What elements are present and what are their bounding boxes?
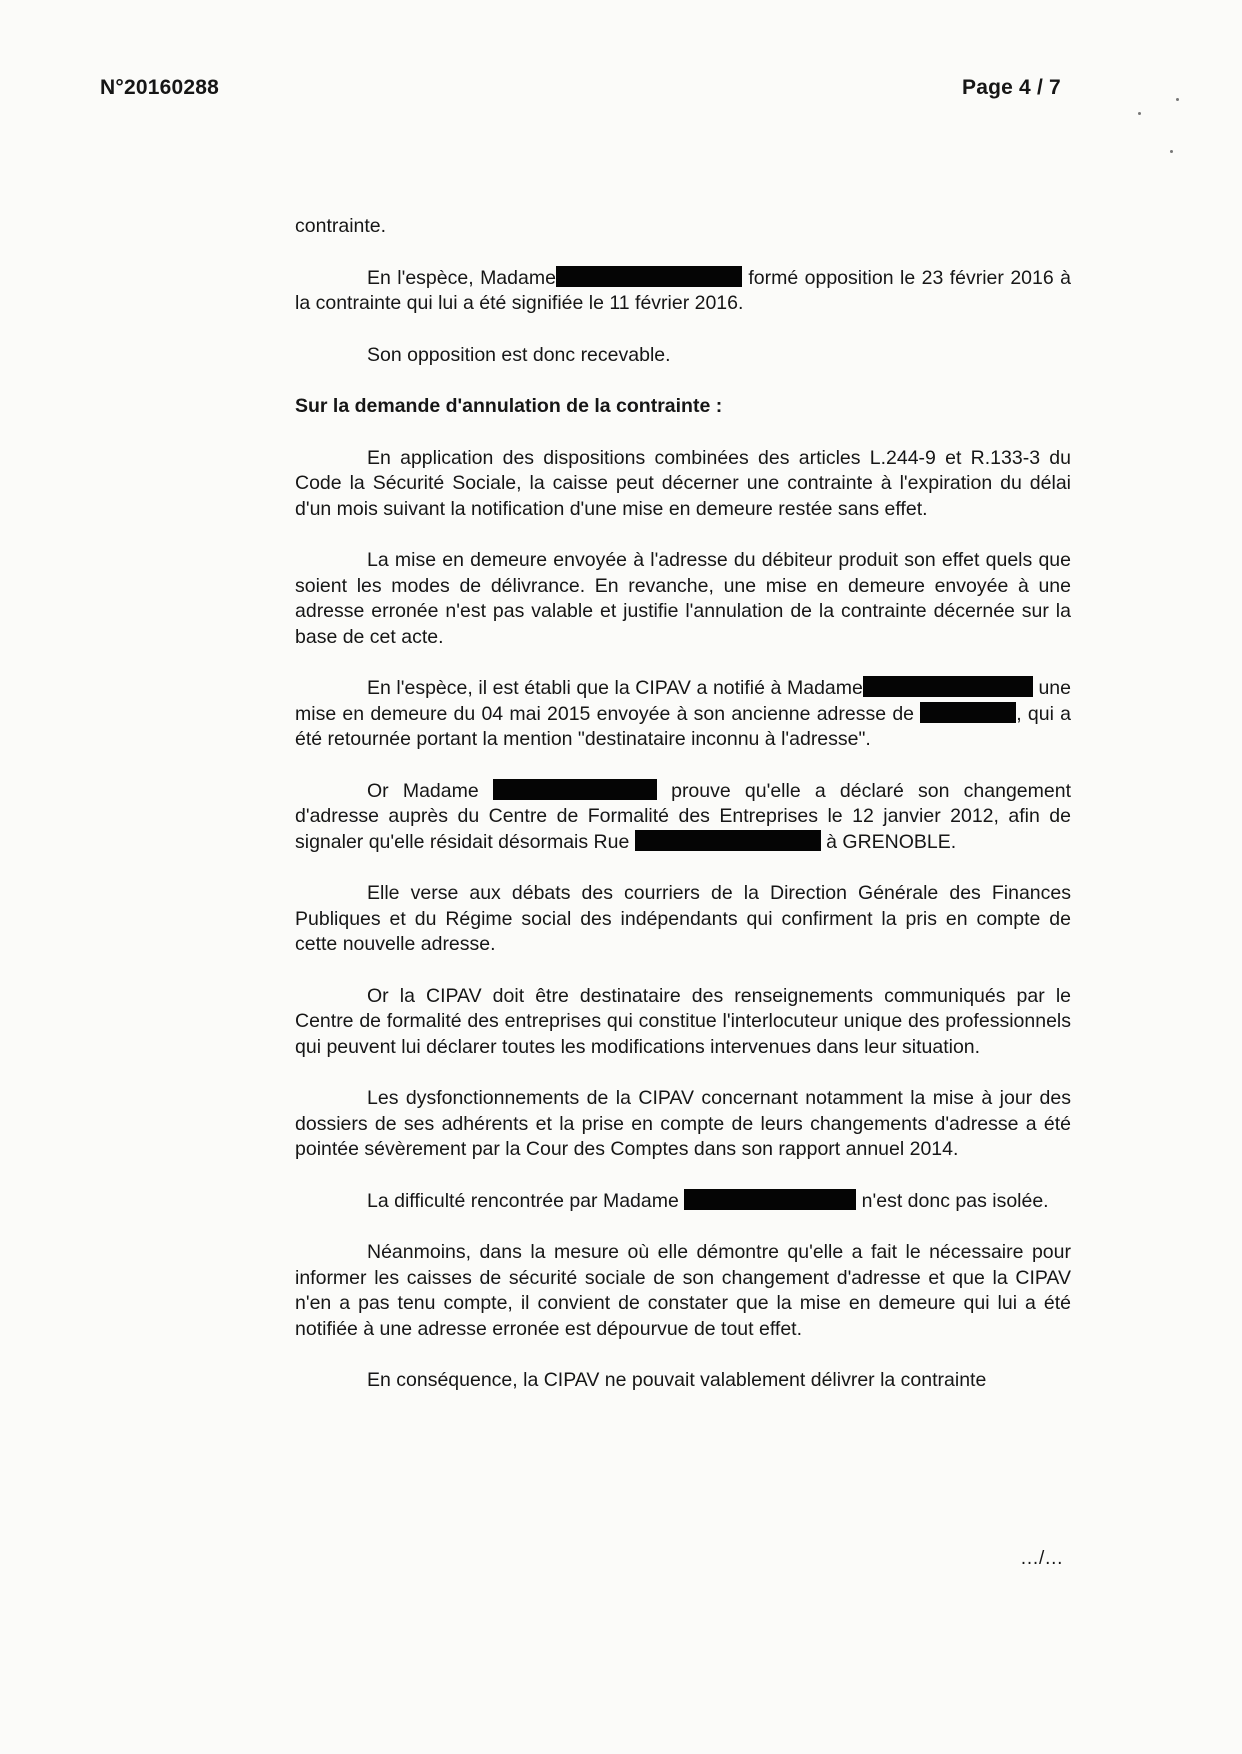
paragraph [295, 214, 1071, 240]
paragraph [295, 1189, 1071, 1215]
redacted-street [635, 830, 821, 851]
paragraph [295, 1240, 1071, 1342]
paragraph-text: n'est donc pas isolée. [861, 1189, 1049, 1212]
section-heading [295, 394, 1071, 420]
redacted-city [920, 702, 1016, 723]
paragraph [295, 266, 1071, 317]
redacted-name [684, 1189, 856, 1210]
scan-speck [1176, 98, 1179, 101]
paragraph-text: , qui a été retournée portant la mention "destinataire inconnu à l'adresse". [295, 702, 1071, 750]
document-body [295, 214, 1071, 1420]
paragraph [295, 1368, 1071, 1394]
paragraph-text: prouve qu'elle a déclaré son changement d'adresse auprès du Centre de Formalité des Entreprises le 12 janvier 2012, afin de signaler qu'elle résidait désormais Rue [295, 779, 1071, 853]
paragraph-text: Son opposition est donc recevable. [367, 343, 671, 366]
paragraph-text: contrainte. [295, 215, 387, 237]
paragraph-text: Les dysfonctionnements de la CIPAV concernant notamment la mise à jour des dossiers de ses adhérents et la prise en compte de leurs changements d'adresse a été pointée sévèrement par la Cour des Comptes dans son rapport annuel 2014. [295, 1087, 1071, 1160]
paragraph [295, 343, 1071, 369]
paragraph-text: En l'espèce, Madame [367, 266, 556, 289]
redacted-name [863, 676, 1033, 697]
paragraph [295, 881, 1071, 958]
heading-text: Sur la demande d'annulation de la contrainte : [295, 395, 723, 417]
paragraph-text: La difficulté rencontrée par Madame [367, 1189, 679, 1212]
scan-speck [1138, 112, 1141, 115]
paragraph-text: En application des dispositions combinées des articles L.244-9 et R.133-3 du Code la Sécurité Sociale, la caisse peut décerner une contrainte à l'expiration du délai d'un mois suivant la notification d'une mise en demeure restée sans effet. [295, 446, 1071, 520]
paragraph [295, 446, 1071, 523]
paragraph-text: La mise en demeure envoyée à l'adresse du débiteur produit son effet quels que soient les modes de délivrance. En revanche, une mise en demeure envoyée à une adresse erronée n'est pas valable et justifie l'annulation de la contrainte décernée sur la base de cet acte. [295, 549, 1071, 648]
page-number: Page 4 / 7 [962, 76, 1061, 99]
paragraph-text: Néanmoins, dans la mesure où elle démontre qu'elle a fait le nécessaire pour informer les caisses de sécurité sociale de son changement d'adresse et que la CIPAV n'en a pas tenu compte, il convient de constater que la mise en demeure qui lui a été notifiée à une adresse erronée est dépourvue de tout effet. [295, 1241, 1071, 1340]
paragraph [295, 984, 1071, 1061]
document-number: N°20160288 [100, 76, 219, 99]
paragraph-text: Or Madame [367, 779, 479, 802]
paragraph [295, 1086, 1071, 1163]
paragraph-text: une mise en demeure du 04 mai 2015 envoyée à son ancienne adresse de [295, 677, 1071, 725]
paragraph-text: à GRENOBLE. [826, 830, 957, 853]
continuation-mark: …/… [1020, 1548, 1064, 1569]
paragraph [295, 676, 1071, 753]
paragraph-text: En l'espèce, il est établi que la CIPAV a notifié à Madame [367, 677, 863, 699]
redacted-name [556, 266, 742, 287]
paragraph-text: Elle verse aux débats des courriers de la Direction Générale des Finances Publiques et du Régime social des indépendants qui confirment la pris en compte de cette nouvelle adresse. [295, 882, 1071, 955]
redacted-name [493, 779, 657, 800]
paragraph [295, 548, 1071, 650]
paragraph-text: formé opposition le 23 février 2016 à la contrainte qui lui a été signifiée le 11 février 2016. [295, 266, 1071, 314]
paragraph-text: Or la CIPAV doit être destinataire des renseignements communiqués par le Centre de formalité des entreprises qui constitue l'interlocuteur unique des professionnels qui peuvent lui déclarer toutes les modifications intervenues dans leur situation. [295, 984, 1071, 1058]
paragraph-text: En conséquence, la CIPAV ne pouvait valablement délivrer la contrainte [367, 1369, 987, 1391]
scan-speck [1170, 150, 1173, 153]
paragraph [295, 779, 1071, 856]
